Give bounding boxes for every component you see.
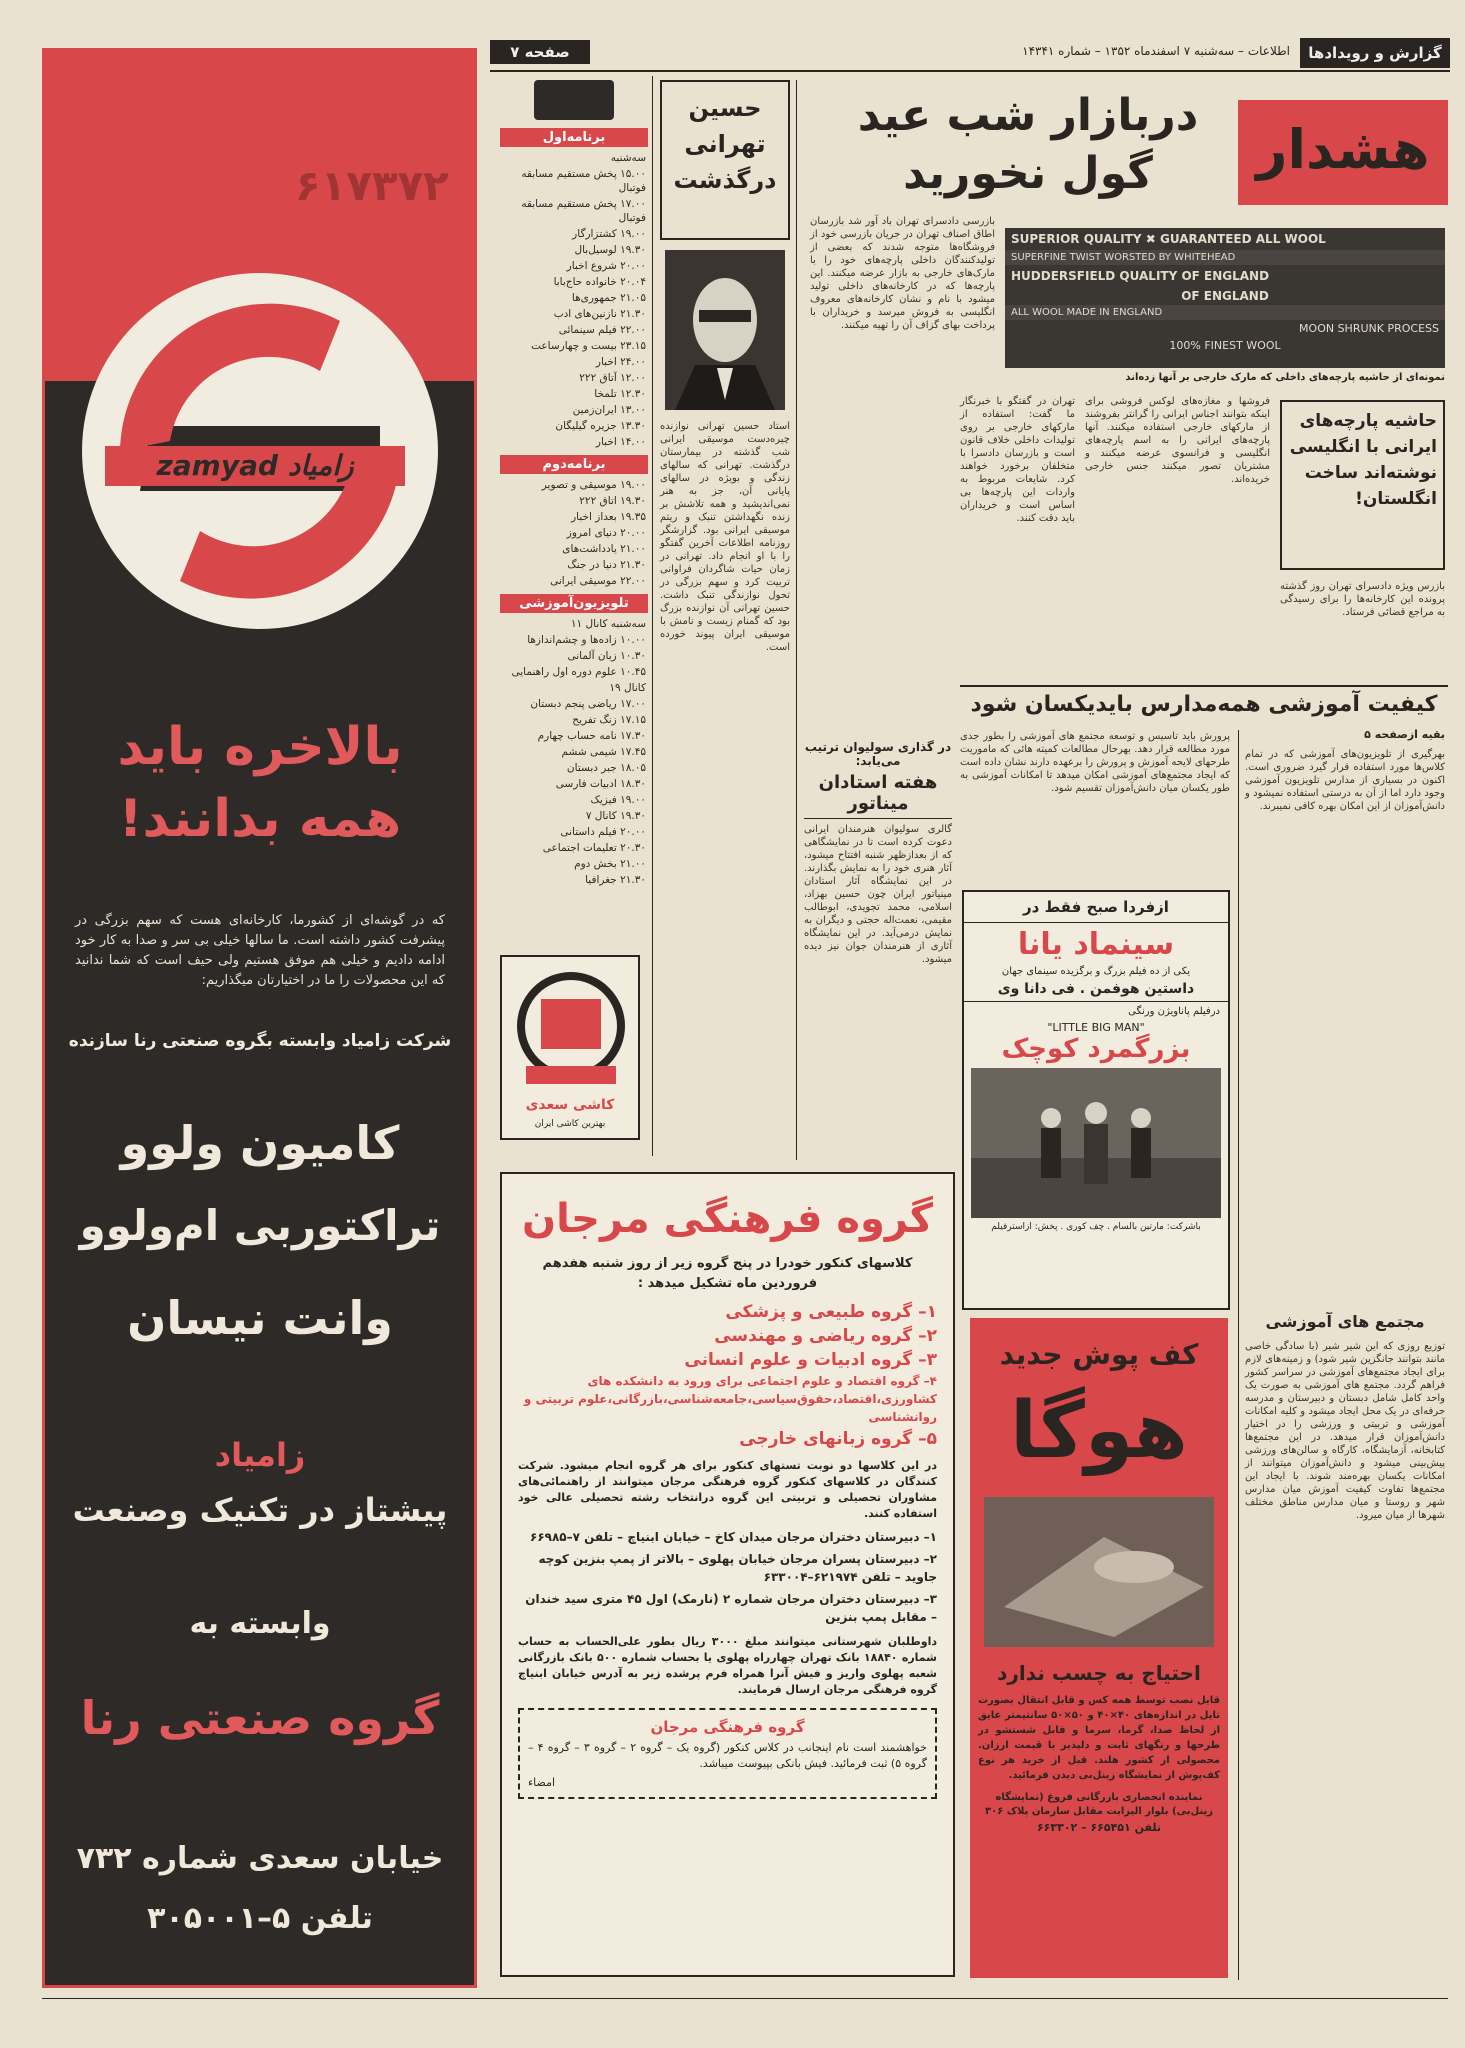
education-text-c: توزیع روزی که این شیر شیر (با سادگی خاصی مانند بتوانند جانگزین شیر شود) و زمینه‌های لازم برای ایجاد مجتمع‌های آموزشی در سراسر کشور فراهم گردد. مجتمع های آموزشی به صورت یک واحد کامل شامل دبستان و دبیرستان و مدرسه حرفه‌ای در یک محل ایجاد میشود و کلیه امکانات آموزشی و تربیتی و ورزشی را در اختیار دانش‌آموزان قرار میدهد. در این مجتمع‌ها کتابخانه، آزمایشگاه، کارگاه و سالن‌های ورزشی پیش‌بینی میشود و دانش‌آموزان میتوانند از امکانات یکسان بهره‌مند شوند. با ایجاد این مجتمع‌ها تفاوت کیفیت آموزش میان مدارس شهر و روستا و میان مدارس مناطق مختلف شهرها از میان میرود.	[1245, 1341, 1445, 1521]
hoga-brand: هوگا	[1010, 1386, 1188, 1476]
ad-headline: بالاخره باید همه بدانند!	[117, 717, 403, 849]
cinema-english-title: "LITTLE BIG MAN"	[1047, 1021, 1145, 1034]
column-rule	[1238, 730, 1239, 1980]
marjan-title: گروه فرهنگی مرجان	[522, 1196, 933, 1242]
obituary-title: حسین تهرانی درگذشت	[673, 94, 777, 194]
fabric-band: MOON SHRUNK PROCESS	[1299, 322, 1439, 335]
cinema-tag: درفیلم پاناویژن ورنگی	[1128, 1006, 1220, 1017]
tv-item: ۱۲.۰۰ آتاق ۲۲۲	[579, 372, 646, 384]
marjan-form-title: گروه فرهنگی مرجان	[650, 1718, 805, 1736]
fabric-band: OF ENGLAND	[1181, 289, 1269, 303]
hoga-body: قابل نصب توسط همه کس و قابل انتقال بصورت تایل در اندازه‌های ۴۰×۴۰ و ۵۰×۵۰ سانتیمتر عایق از لحاظ صدا، گرما، سرما و قابل شستشو در طرحها و رنگهای ثابت و دلپذیر با قیمت ارزان. محصولی از کشور هلند. قبل از خرید هر نوع کف‌پوش از نمایشگاه زینل‌بی دیدن فرمائید.	[978, 1695, 1220, 1781]
tv-item: ۱۹.۳۰ اتاق ۲۲۲	[579, 495, 646, 507]
tv-item: ۲۱.۳۰ نازنین‌های ادب	[553, 308, 646, 320]
tv-item: ۱۲.۳۰ تلمخا	[594, 388, 646, 400]
tv-item: ۲۲.۰۰ موسیقی ایرانی	[550, 575, 646, 587]
header-rule	[490, 70, 1450, 72]
fabric-photo	[1005, 228, 1445, 368]
headline-line1: دربازار شب عید	[857, 90, 1199, 141]
side-box	[1280, 400, 1445, 570]
ad-address: خیابان سعدی شماره ۷۳۲	[76, 1841, 444, 1876]
marjan-note: در این کلاسها دو نوبت تستهای کنکور برای هر گروه انجام میشود. شرکت کنندگان در کلاسهای کنکور گروه فرهنگی مرجان میتوانند از راهنمائی‌های مشاوران تحصیلی و تربیتی این گروه درانتخاب رشته تحصیلی عالی خود استفاده کنند.	[518, 1459, 937, 1520]
column-rule	[652, 76, 653, 1156]
obituary-text: استاد حسین تهرانی نوازنده چیره‌دست موسیقی ایرانی شب گذشته در بیمارستان درگذشت. تهرانی که سالهای زندگی و بویژه در سالهای پایانی آن، جز به هنر نمی‌اندیشید و همه تلاشش بر زنده نگهداشتن تنبک و ریتم موسیقی ایرانی بود. گزارشگر روزنامه اطلاعات آخرین گفتگو را با او انجام داد. تهرانی در زمان حیات شاگردان فراوانی تربیت کرد و سهم بزرگی در تحول نوازندگی تنبک داشت. حسین تهرانی آن نوازنده بزرگ بود که گمنام زیست و نامش با موسیقی ایران پیوند خورده است.	[660, 421, 790, 653]
ad-company: شرکت زامیاد وابسته بگروه صنعتی رنا سازنده	[68, 1031, 452, 1051]
tv-item: ۲۱.۰۰ بخش دوم	[574, 858, 646, 870]
marjan-intro: کلاسهای کنکور خودرا در پنج گروه زیر از روز شنبه هفدهم فروردین ماه تشکیل میدهد :	[542, 1256, 913, 1291]
section-rule	[960, 685, 1448, 687]
continued-note: بقیه ازصفحه ۵	[1364, 728, 1445, 741]
ad-affiliated: وابسته به	[189, 1606, 331, 1641]
tv-item: ۱۷.۰۰ ریاضی پنجم دبستان	[530, 698, 646, 710]
fabric-band: 100% FINEST WOOL	[1169, 339, 1281, 352]
tv-item: ۱۴.۰۰ اخبار	[595, 436, 646, 448]
marjan-school: ۱– دبیرستان دختران مرجان میدان کاخ – خیابان ابنیاچ – تلفن ۷–۶۶۹۸۵	[530, 1530, 937, 1544]
marjan-group: ۵– گروه زبانهای خارجی	[739, 1429, 937, 1449]
education-headline: کیفیت آموزشی همه‌مدارس بایدیکسان شود	[970, 692, 1438, 717]
side-box-text: حاشیه پارچه‌های ایرانی با انگلیسی نوشته‌اند ساخت انگلستان!	[1289, 411, 1437, 509]
ad-group: گروه صنعتی رنا	[80, 1691, 440, 1745]
tv-item: ۱۹.۰۰ موسیقی و تصویر	[541, 479, 646, 491]
fabric-band: SUPERFINE TWIST WORSTED BY WHITEHEAD	[1005, 250, 1445, 265]
tv-item: ۲۰.۰۰ شروع اخبار	[566, 260, 646, 272]
marjan-ad	[500, 1172, 955, 1977]
gallery-column	[804, 740, 952, 965]
tv-logo	[534, 80, 614, 120]
fabric-band: SUPERIOR QUALITY ✖ GUARANTEED ALL WOOL	[1011, 232, 1326, 246]
headline-line2: گول نخورید	[903, 148, 1153, 199]
feature-text-c: فروشها و مغازه‌های لوکس فروشی برای اینکه بتوانند اجناس ایرانی را گرانتر بفروشند از مارکهای خارجی استفاده میکنند. آنها پارچه‌های ایرانی را به اسم پارچه‌های انگلیسی و فرانسوی عرضه میکنند و مشتریان تصور میکنند جنس خارجی خریده‌اند.	[1085, 396, 1270, 485]
edu-tv-title: تلویزیون‌آموزشی	[500, 594, 648, 613]
tv-item: ۲۱.۳۰ دنیا در جنگ	[567, 559, 646, 571]
cinema-ad	[962, 890, 1230, 1310]
fabric-band: HUDDERSFIELD QUALITY OF ENGLAND	[1011, 269, 1270, 283]
tv-item: ۲۰.۳۰ تعلیمات اجتماعی	[542, 842, 646, 854]
ad-body: که در گوشه‌ای از کشورما، کارخانه‌ای هست که سهم بزرگی در پیشرفت کشور داشته است. ما سالها خیلی بی سر و صدا به کار خود ادامه دادیم و خیلی هم موفق هستیم ولی حیف است که شما ندانید که این محصولات را ما در اختیارتان میگذاریم:	[75, 913, 445, 988]
tv-item: ۲۲.۰۰ فیلم سینمائی	[558, 324, 646, 336]
tv-item: ۱۷.۴۵ شیمی ششم	[561, 746, 646, 758]
tv-item: ۲۰.۰۴ خانواده حاج‌بابا	[553, 276, 646, 288]
education-text-a: پرورش باید تاسیس و توسعه مجتمع های آموزشی را بطور جدی مورد مطالعه قرار دهد. بهرحال مطالعات کمیته هائی که ماموریت طرحهای لایحه آموزش و پرورش را برعهده دارند نشان داده است که ایجاد مجتمع‌های آموزشی امکان میدهد تا امکانات آموزشی به طور یکسان میان دانش‌آموزان تقسیم شود.	[960, 731, 1230, 794]
education-text-b: بهرگیری از تلویزیون‌های آموزشی که در تمام کلاس‌ها مورد استفاده قرار گیرد ضروری است. اکنون در بسیاری از مدارس تلویزیون آموزشی وجود دارد اما از آن به درستی استفاده نمیشود و دانش‌آموزان از این امکان بهره کافی نمیبرند.	[1245, 749, 1445, 812]
marjan-school: ۳– دبیرستان دختران مرجان شماره ۲ (نارمک) اول ۴۵ متری سید خندان – مقابل پمپ بنزین	[525, 1592, 937, 1624]
feature-text-a: بازرسی دادسرای تهران باد آور شد بازرسان اطاق اصناف تهران در جریان بازرسی خود از فروشگاه‌ها متوجه شدند که بعضی از تولیدکنندگان داخلی پارچه‌های خود را با مارک‌های خارجی به بازار عرضه میکنند. این پارچه‌ها که در کارخانه‌های داخلی تولید میشود با نام و نشان کارخانه‌های معروف انگلیسی به فروش میرسد و خریداران با پرداخت بهای گزاف آن را تهیه میکنند.	[810, 216, 995, 331]
tv-item: سه‌شنبه	[610, 152, 646, 164]
cinema-name: سینماد یانا	[1017, 927, 1175, 962]
cinema-persian-title: بزرگمرد کوچک	[1001, 1034, 1191, 1064]
tv-item: ۱۸.۰۵ جبر دبستان	[566, 762, 646, 774]
side-text: بازرس ویژه دادسرای تهران روز گذشته پرونده این کارخانه‌ها را برای رسیدگی به مراجع قضائی فرستاد.	[1280, 581, 1445, 618]
tv-item: ۱۹.۳۰ لوسیل‌بال	[574, 244, 646, 256]
bottom-rule	[42, 1998, 1448, 1999]
product-2: تراکتوربی ام‌ولوو	[79, 1201, 441, 1250]
marjan-group: ۴– گروه اقتصاد و علوم اجتماعی برای ورود به دانشکده های کشاورزی،اقتصاد،حقوق‌سیاسی،جامعه‌شناسی،بازرگانی،علوم تربیتی و روانشناسی	[523, 1374, 937, 1424]
tv-item: ۲۳.۱۵ بیست و چهارساعت	[531, 340, 646, 352]
kicker: هشدار	[1238, 100, 1448, 205]
tv-item: ۱۸.۳۰ ادبیات فارسی	[555, 778, 646, 790]
hoga-hands-photo	[984, 1497, 1214, 1647]
education-subhead: مجتمع های آموزشی	[1265, 1312, 1425, 1331]
page-number: صفحه ۷	[490, 40, 590, 64]
tv-item: ۲۱.۰۵ جمهوری‌ها	[571, 292, 646, 304]
channel2-list	[500, 474, 648, 594]
obituary-title-box	[660, 80, 790, 240]
kashi-logo	[516, 971, 626, 1091]
hoga-subtitle: کف پوش جدید	[999, 1338, 1199, 1371]
tv-item: ۱۷.۰۰ پخش مستقیم مسابقه فوتبال	[521, 198, 646, 224]
tv-item: ۱۰.۰۰ زاده‌ها و چشم‌اندازها	[527, 634, 646, 646]
edu-tv-list	[500, 613, 648, 893]
gallery-headline: هفته استادان میناتور	[804, 772, 952, 819]
film-still	[971, 1068, 1221, 1218]
cinema-top: ازفردا صبح فقط در	[964, 892, 1228, 923]
tv-item: ۱۷.۱۵ زنگ تفریح	[572, 714, 646, 726]
gallery-text: گالری سولیوان هنرمندان ایرانی دعوت کرده است تا در نمایشگاهی که از بعدازظهر شنبه افتتاح میشود، آثار هنری خود را به نمایش بگذارند. در این نمایشگاه آثار استادان مینیاتور ایران چون حسین بهزاد، اسلامی، محمد تجویدی، ابوطالب مقیمی، نعمت‌اله حجتی و دیگران به نمایش درمی‌آید. در این نمایشگاه آثاری از هنرمندان جوان نیز دیده میشود.	[804, 824, 952, 965]
zamyad-logo-text: zamyad زامیاد	[105, 446, 405, 486]
tv-item: ۱۳.۰۰ ایران‌زمین	[572, 404, 646, 416]
gallery-title: در گذاری سولیوان ترتیب می‌یابد:	[804, 740, 952, 768]
tv-item: کانال ۱۹	[609, 682, 646, 694]
product-1: کامیون ولوو	[120, 1116, 400, 1170]
tv-item: ۲۰.۰۰ فیلم داستانی	[560, 826, 646, 838]
feature-headline-box	[818, 90, 1448, 210]
hoga-ad	[970, 1318, 1228, 1978]
tv-item: ۲۱.۰۰ یادداشت‌های	[562, 543, 646, 555]
marjan-group: ۱– گروه طبیعی و پزشکی	[725, 1302, 937, 1322]
kashi-tagline: بهترین کاشی ایران	[534, 1119, 606, 1129]
phone-scrawl: ۶۱۷۳۷۲	[295, 161, 449, 210]
marjan-group: ۲– گروه ریاضی و مهندسی	[714, 1326, 937, 1346]
marjan-group: ۳– گروه ادبیات و علوم انسانی	[684, 1350, 937, 1370]
feature-text-b: تهران در گفتگو با خبرنگار ما گفت: استفاده از مارکهای خارجی بر روی تولیدات داخلی خلاف قانون است و بازرسان دادسرا با متخلفان برخورد خواهند کرد. شایعات مربوط به واردات این پارچه‌ها بی اساس است و خریداران باید دقت کنند.	[960, 396, 1075, 524]
ad-slogan: پیشتاز در تکنیک وصنعت	[72, 1491, 448, 1529]
hoga-dealer: نماینده انحصاری بازرگانی فروغ (نمایشگاه زینل‌بی) بلوار الیزابت مقابل سازمان پلاک ۳۰۶	[985, 1792, 1213, 1817]
marjan-school: ۲– دبیرستان پسران مرجان خیابان پهلوی – بالاتر از پمپ بنزین کوچه جاوید – تلفن ۶۲۱۹۷۴–۶۳۳۰۰۴	[538, 1552, 937, 1584]
ad-phone: تلفن ۵–۳۰۵۰۰۱	[147, 1901, 373, 1936]
cinema-sub: یکی از ده فیلم بزرگ و برگزیده سینمای جهان	[1001, 966, 1191, 977]
obituary	[660, 80, 790, 1160]
channel2-title: برنامه‌دوم	[500, 455, 648, 474]
marjan-form	[518, 1708, 937, 1799]
tv-item: ۱۹.۳۵ بعداز اخبار	[571, 511, 646, 523]
tv-item: ۱۹.۰۰ کشتزارگار	[572, 228, 646, 240]
dateline: اطلاعات – سه‌شنبه ۷ اسفندماه ۱۳۵۲ – شماره ۱۴۳۴۱	[1022, 44, 1290, 58]
channel1-title: برنامه‌اول	[500, 128, 648, 147]
tv-item: ۱۹.۰۰ فیزیک	[590, 794, 646, 806]
ad-brand: زامیاد	[214, 1436, 306, 1474]
header-bar	[490, 38, 1450, 68]
tv-item: ۱۳.۳۰ جزیره گیلیگان	[555, 420, 646, 432]
tv-item: ۱۵.۰۰ پخش مستقیم مسابقه فوتبال	[521, 168, 646, 194]
tv-item: ۱۰.۴۵ علوم دوره اول راهنمایی	[511, 666, 646, 678]
cinema-director: داستین هوفمن . فی دانا وی	[964, 977, 1228, 1002]
product-3: وانت نیسان	[127, 1291, 393, 1345]
fabric-band: ALL WOOL MADE IN ENGLAND	[1005, 305, 1445, 320]
hoga-line: احتیاج به چسب ندارد	[997, 1661, 1201, 1685]
section-title: گزارش و رویدادها	[1300, 38, 1450, 68]
marjan-form-text: خواهشمند است نام اینجانب در کلاس کنکور (گروه یک – گروه ۲ – گروه ۳ – گروه ۴ – گروه ۵) ثبت فرمائید. فیش بانکی بپیوست میباشد.	[528, 1741, 927, 1770]
tv-item: ۱۹.۳۰ کانال ۷	[585, 810, 646, 822]
tv-item: سه‌شنبه کانال ۱۱	[570, 618, 646, 630]
tv-item: ۲۴.۰۰ اخبار	[595, 356, 646, 368]
cinema-credits: باشرکت: مارتین بالسام . چف کوری . پخش: ازاسترفیلم	[991, 1222, 1201, 1232]
tv-item: ۱۷.۳۰ نامه حساب چهارم	[537, 730, 646, 742]
channel1-list	[500, 147, 648, 455]
marjan-signature: امضاء	[528, 1776, 556, 1789]
tv-item: ۱۰.۳۰ زبان آلمانی	[567, 650, 646, 662]
kashi-brand: کاشی سعدی	[525, 1097, 615, 1113]
tv-item: ۲۱.۳۰ جغرافیا	[585, 874, 646, 886]
marjan-fee: داوطلبان شهرستانی میتوانند مبلغ ۳۰۰۰ ریال بطور علی‌الحساب به حساب شماره ۱۸۸۴۰ بانک تهران چهارراه پهلوی یا بحساب شماره ۵۰۰ بانک بازرگانی شعبه پهلوی واریز و فیش آنرا همراه فرم پرشده زیر به آدرس خیابان ابنیاچ گروه فرهنگی مرجان ارسال فرمایند.	[518, 1635, 937, 1696]
zamyad-ad	[42, 48, 477, 1988]
kashi-ad	[500, 955, 640, 1140]
tv-item: ۲۰.۰۰ دنیای امروز	[566, 527, 646, 539]
column-rule	[796, 80, 797, 1160]
photo-caption: نمونه‌ای از حاشیه پارچه‌های داخلی که مارک خارجی بر آنها زده‌اند	[1125, 372, 1445, 383]
hoga-phone: تلفن ۶۶۵۴۵۱ – ۶۶۳۳۰۲	[1036, 1821, 1162, 1834]
portrait-photo	[665, 250, 785, 410]
